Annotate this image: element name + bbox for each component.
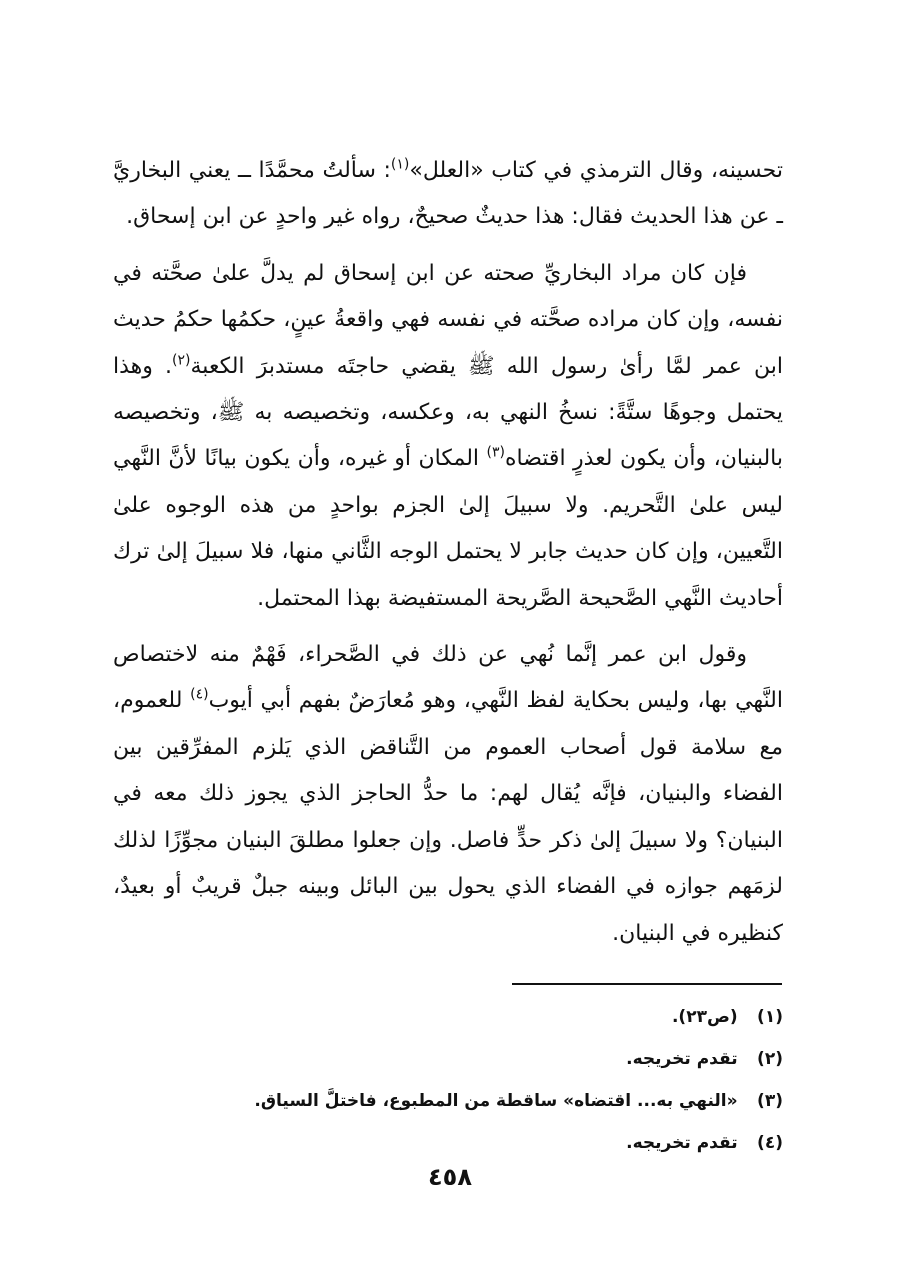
footnote-reference: (٤) [190,687,209,704]
footnote-separator [512,983,782,985]
footnote-2 [223,1038,783,1080]
footnote-reference: (١) [390,156,410,173]
text-run: تحسينه، وقال الترمذي في كتاب «العلل» [409,158,783,183]
footnote-text: «النهي به... اقتضاه» ساقطة من المطبوع، فاختلَّ السياق. [254,1091,738,1111]
footnote-reference: (٣) [486,445,505,462]
paragraph-3 [113,632,783,957]
footnote-text: تقدم تخريجه. [626,1049,738,1069]
text-run: المكان أو غيره، وأن يكون بيانًا لأنَّ النَّهي ليس علىٰ التَّحريم. ولا سبيلَ إلىٰ الجزم بواحدٍ من هذه الوجوه علىٰ التَّعيين، وإن كان حديث جابر لا يحتمل الوجه الثَّاني منها، فلا سبيلَ إلىٰ ترك أحاديث النَّهي الصَّحيحة الصَّريحة المستفيضة بهذا المحتمل. [113,446,783,611]
footnote-number: (٣) [757,1091,783,1111]
footnotes [223,996,783,1164]
footnote-3 [223,1080,783,1122]
text-run: . وهذا يحتمل وجوهًا ستَّةً: نسخُ النهي به، وعكسه، وتخصيصه به ﷺ، وتخصيصه بالبنيان، وأن يكون لعذرٍ اقتضاه [113,353,783,472]
footnote-text: (ص٢٣). [671,1007,738,1027]
paragraph-2 [113,251,783,622]
text-run: وقول ابن عمر إنَّما نُهي عن ذلك في الصَّحراء، فَهْمٌ منه لاختصاص النَّهي بها، وليس بحكاية لفظ النَّهي، وهو مُعارَضٌ بفهم أبي أيوب [113,642,783,714]
footnote-4 [223,1122,783,1164]
main-text [113,148,783,967]
footnote-number: (٢) [757,1049,783,1069]
footnote-reference: (٢) [172,352,191,369]
footnote-number: (١) [757,1007,783,1027]
footnote-1 [223,996,783,1038]
text-run: : سألتُ محمَّدًا ــ يعني البخاريَّ ـ عن هذا الحديث فقال: هذا حديثٌ صحيحٌ، رواه غير واحدٍ عن ابن إسحاق. [113,158,783,230]
footnote-number: (٤) [757,1133,783,1153]
paragraph-1 [113,148,783,241]
footnote-text: تقدم تخريجه. [626,1133,738,1153]
page-number: ٤٥٨ [428,1163,472,1191]
text-run: للعموم، مع سلامة قول أصحاب العموم من التَّناقض الذي يَلزم المفرِّقين بين الفضاء والبنيان، فإنَّه يُقال لهم: ما حدُّ الحاجز الذي يجوز ذلك معه في البنيان؟ ولا سبيلَ إلىٰ ذكر حدٍّ فاصل. وإن جعلوا مطلقَ البنيان مجوِّزًا لذلك لزمَهم جوازه في الفضاء الذي يحول بين البائل وبينه جبلٌ قريبٌ أو بعيدٌ، كنظيره في البنيان. [113,688,783,946]
text-run: فإن كان مراد البخاريِّ صحته عن ابن إسحاق لم يدلَّ علىٰ صحَّته في نفسه، وإن كان مراده صحَّته في نفسه فهي واقعةُ عينٍ، حكمُها حكمُ حديث ابن عمر لمَّا رأىٰ رسول الله ﷺ يقضي حاجتَه مستدبرَ الكعبة [113,260,783,379]
